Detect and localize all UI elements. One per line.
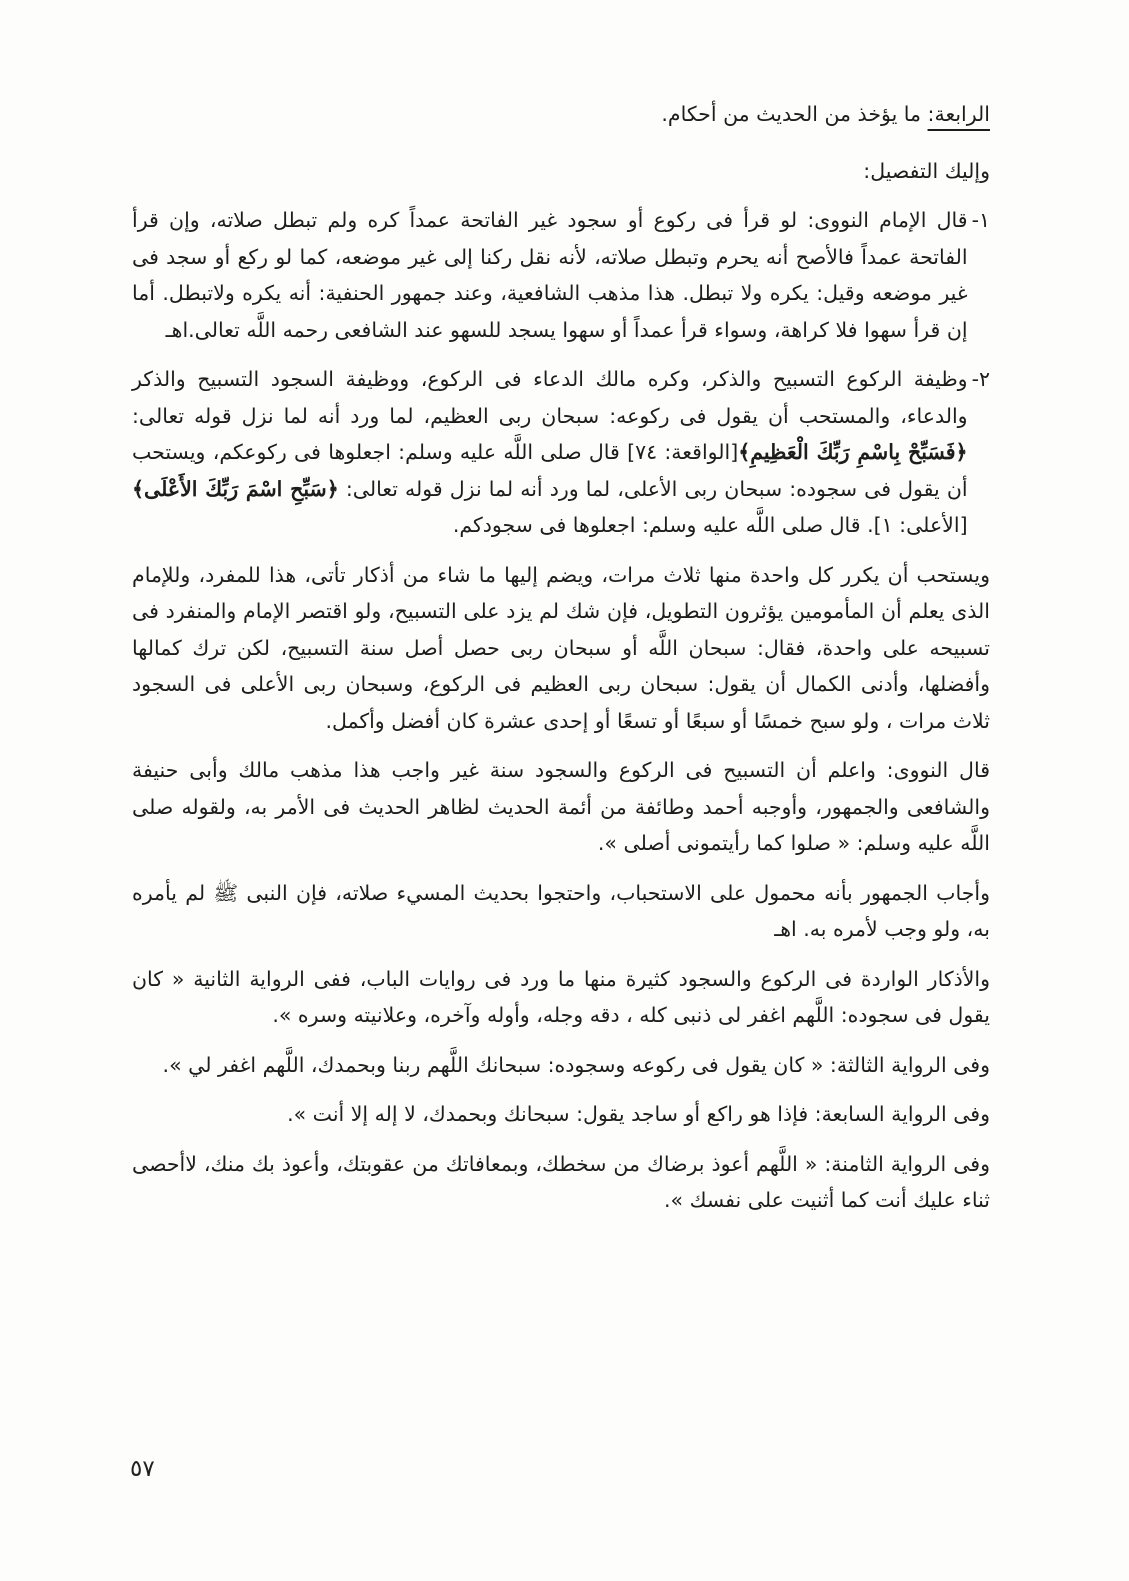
item-text: قال الإمام النووى: لو قرأ فى ركوع أو سجود غير الفاتحة عمداً كره ولم تبطل صلاته، وإن قرأ الفاتحة عمداً فالأصح أنه يحرم وتبطل صلاته، لأنه نقل ركنا إلى غير موضعه، كما لو ركع أو سجد فى غير موضعه وقيل: يكره ولا تبطل. هذا مذهب الشافعية، وعند جمهور الحنفية: أنه يكره ولاتبطل. أما إن قرأ سهوا فلا كراهة، وسواء قرأ عمداً أو سهوا يسجد للسهو عند الشافعى رحمه اللَّه تعالى.اهـ [132,208,968,342]
numbered-item-2 [132,361,990,557]
paragraph: ويستحب أن يكرر كل واحدة منها ثلاث مرات، ويضم إليها ما شاء من أذكار تأتى، هذا للمفرد، وللإمام الذى يعلم أن المأمومين يؤثرون التطويل، فإن شك لم يزد على التسبيح، ولو اقتصر الإمام والمنفرد فى تسبيحه على واحدة، فقال: سبحان اللَّه أو سبحان ربى حصل أصل سنة التسبيح، لكن ترك كمالها وأفضلها، وأدنى الكمال أن يقول: سبحان ربى العظيم فى الركوع، وسبحان ربى الأعلى فى السجود ثلاث مرات ، ولو سبح خمسًا أو سبعًا أو تسعًا أو إحدى عشرة كان أفضل وأكمل. [132,562,990,733]
paragraph: وفى الرواية الثامنة: « اللَّهم أعوذ برضاك من سخطك، وبمعافاتك من عقوبتك، وأعوذ بك منك، لاأحصى ثناء عليك أنت كما أثنيت على نفسك ». [132,1151,990,1212]
paragraph: وأجاب الجمهور بأنه محمول على الاستحباب، واحتجوا بحديث المسيء صلاته، فإن النبى ﷺ لم يأمره به، ولو وجب لأمره به. اهـ [132,880,990,941]
paragraph: والأذكار الواردة فى الركوع والسجود كثيرة منها ما ورد فى روايات الباب، ففى الرواية الثانية « كان يقول فى سجوده: اللَّهم اغفر لى ذنبى كله ، دقه وجله، وأوله وآخره، وعلانيته وسره ». [132,966,990,1027]
item-number: ٢- [971,367,990,391]
numbered-item-1 [132,202,990,361]
item-text [132,361,968,544]
paragraph: وفى الرواية الثالثة: « كان يقول فى ركوعه وسجوده: سبحانك اللَّهم ربنا وبحمدك، اللَّهم اغفر لي ». [162,1052,990,1077]
paragraph: قال النووى: واعلم أن التسبيح فى الركوع والسجود سنة غير واجب هذا مذهب مالك وأبى حنيفة والشافعى والجمهور، وأوجبه أحمد وطائفة من أئمة الحديث لظاهر الحديث فى الأمر به، ولقوله صلى اللَّه عليه وسلم: « صلوا كما رأيتمونى أصلى ». [132,758,990,855]
page-number: ٥٧ [130,1456,155,1482]
text-segment: [الأعلى: ١]. قال صلى اللَّه عليه وسلم: اجعلوها فى سجودكم. [452,513,968,537]
text-segment: وظيفة الركوع التسبيح والذكر، وكره مالك الدعاء فى الركوع، ووظيفة السجود التسبيح والذكر والدعاء، والمستحب أن يقول فى ركوعه: سبحان ربى العظيم، لما ورد أنه لما نزل قوله تعالى: [132,367,968,428]
heading-text: ما يؤخذ من الحديث من أحكام. [661,102,928,126]
quran-verse: ﴿فَسَبِّحْ بِاسْمِ رَبِّكَ الْعَظِيمِ﴾ [738,440,968,464]
page-body [132,96,990,1232]
section-heading [132,96,990,133]
quran-verse: ﴿سَبِّحِ اسْمَ رَبِّكَ الأَعْلَى﴾ [132,476,339,501]
heading-label: الرابعة: [927,102,990,126]
paragraph: وفى الرواية السابعة: فإذا هو راكع أو ساجد يقول: سبحانك وبحمدك، لا إله إلا أنت ». [287,1102,990,1126]
intro-line: وإليك التفصيل: [863,158,990,183]
text-segment: [الواقعة: ٧٤] قال صلى اللَّه عليه وسلم: اجعلوها فى ركوعكم، ويستحب أن يقول فى سجوده: سبحان ربى الأعلى، لما ورد أنه لما نزل قوله تعالى: [132,440,968,501]
item-number: ١- [971,208,990,232]
